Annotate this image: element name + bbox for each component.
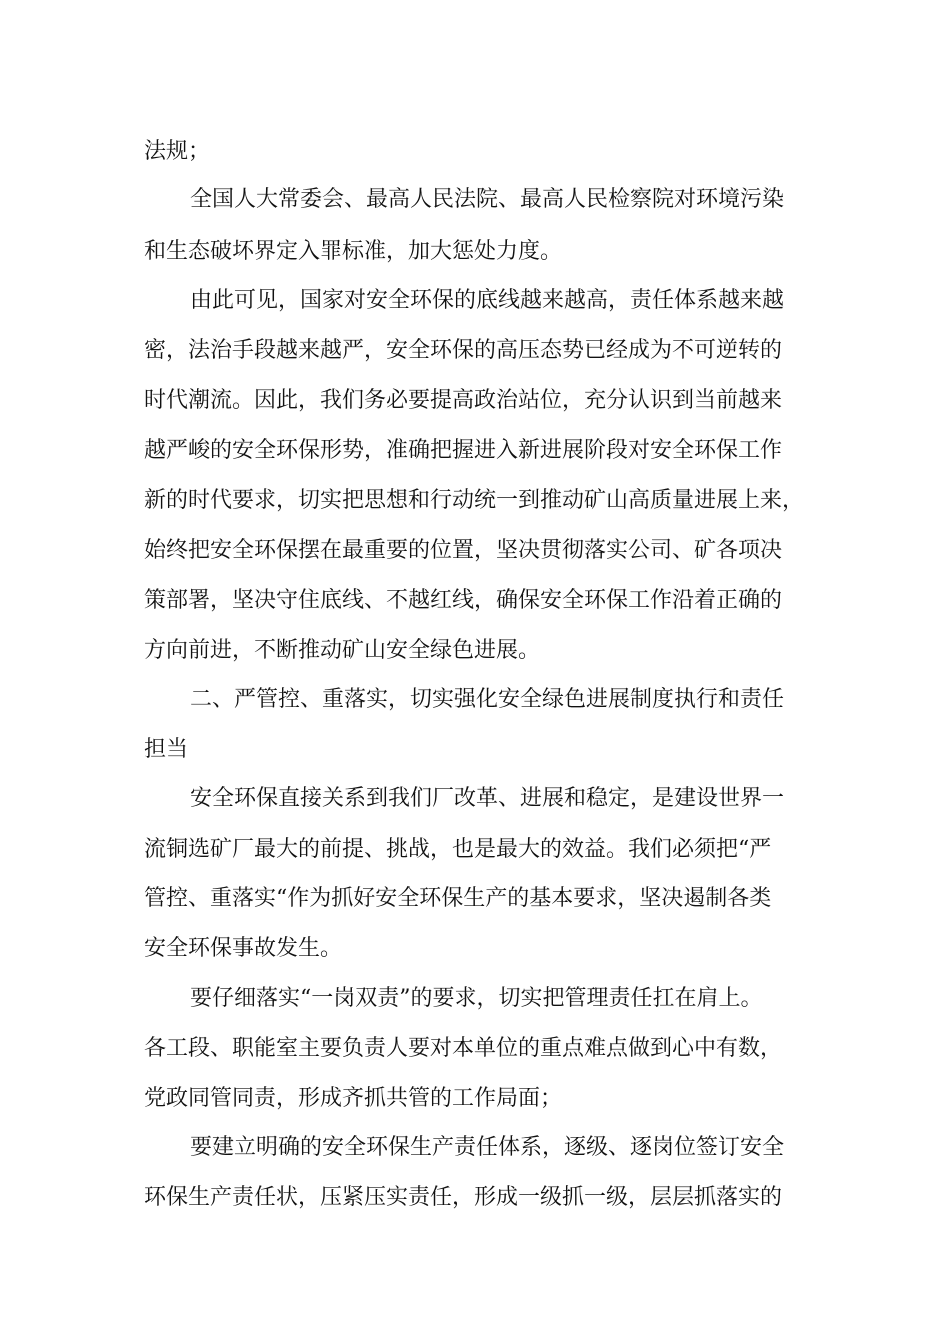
text-line: 和生态破坏界定入罪标准，加大惩处力度。 — [144, 239, 563, 264]
section-heading: 二、严管控、重落实，切实强化安全绿色进展制度执行和责任 — [190, 687, 785, 712]
text-line: 全国人大常委会、最高人民法院、最高人民检察院对环境污染 — [190, 187, 785, 212]
text-line: 流铜选矿厂最大的前提、挑战，也是最大的效益。我们必须把“严 — [144, 837, 772, 862]
text-line: 时代潮流。因此，我们务必要提高政治站位，充分认识到当前越来 — [144, 388, 783, 413]
text-line: 法规； — [144, 139, 211, 164]
text-line: 要仔细落实“一岗双责”的要求，切实把管理责任扛在肩上。 — [190, 986, 763, 1011]
text-line: 安全环保事故发生。 — [144, 936, 343, 961]
text-line: 由此可见，国家对安全环保的底线越来越高，责任体系越来越 — [190, 288, 785, 313]
text-line: 要建立明确的安全环保生产责任体系，逐级、逐岗位签订安全 — [190, 1135, 785, 1160]
text-line: 安全环保直接关系到我们厂改革、进展和稳定，是建设世界一 — [190, 786, 785, 811]
text-line: 管控、重落实“作为抓好安全环保生产的基本要求，坚决遏制各类 — [144, 886, 772, 911]
text-line: 密，法治手段越来越严，安全环保的高压态势已经成为不可逆转的 — [144, 338, 783, 363]
text-line: 党政同管同责，形成齐抓共管的工作局面； — [144, 1086, 563, 1111]
text-line: 方向前进，不断推动矿山安全绿色进展。 — [144, 638, 541, 663]
text-line: 策部署，坚决守住底线、不越红线，确保安全环保工作沿着正确的 — [144, 588, 783, 613]
text-line: 环保生产责任状，压紧压实责任，形成一级抓一级，层层抓落实的 — [144, 1185, 783, 1210]
text-line: 越严峻的安全环保形势，准确把握进入新进展阶段对安全环保工作 — [144, 438, 783, 463]
text-line: 各工段、职能室主要负责人要对本单位的重点难点做到心中有数， — [144, 1036, 783, 1061]
text-line: 新的时代要求，切实把思想和行动统一到推动矿山高质量进展上来， — [144, 488, 805, 513]
text-line: 始终把安全环保摆在最重要的位置，坚决贯彻落实公司、矿各项决 — [144, 538, 783, 563]
section-heading: 担当 — [144, 737, 189, 762]
